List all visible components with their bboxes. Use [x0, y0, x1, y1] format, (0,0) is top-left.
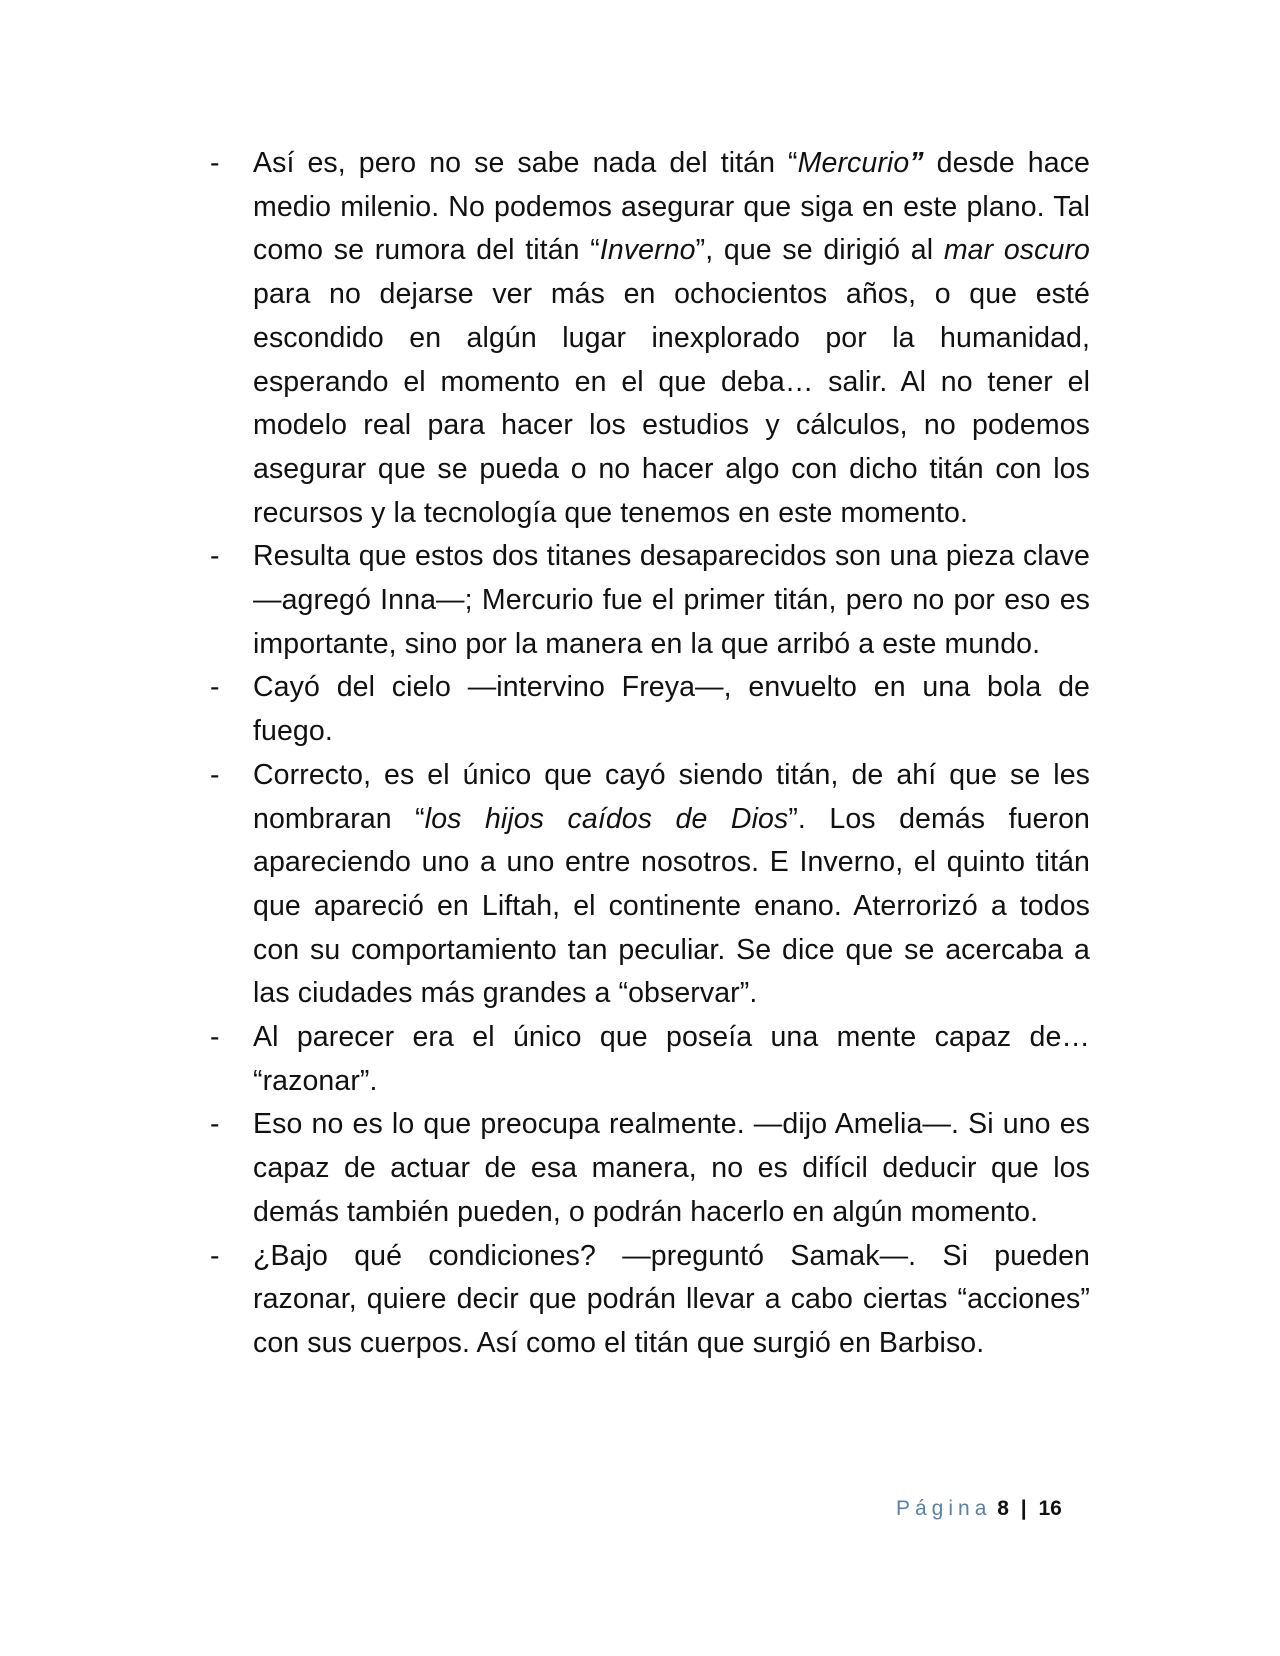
text-segment: Inverno	[599, 234, 696, 267]
dialogue-dash: -	[210, 540, 220, 573]
dialogue-text	[253, 535, 1090, 666]
dialogue-entry	[210, 1235, 1090, 1366]
dialogue-list	[210, 142, 1090, 1366]
dialogue-text	[253, 1103, 1090, 1234]
text-segment: desde hace medio milenio. No podemos asegurar que siga en este plano. Tal como se rumora del titán “	[253, 147, 1091, 267]
dialogue-entry	[210, 1016, 1090, 1103]
dialogue-dash: -	[210, 1239, 220, 1272]
page-label: Página	[896, 1497, 992, 1520]
dialogue-entry	[210, 535, 1090, 666]
text-segment: Resulta que estos dos titanes desaparecidos son una pieza clave —agregó Inna—; Mercurio fue el primer titán, pero no por eso es importante, sino por la manera en la que arribó a este mundo.	[253, 540, 1090, 660]
dialogue-entry	[210, 666, 1090, 753]
text-segment: Cayó del cielo —intervino Freya—, envuelto en una bola de fuego.	[253, 671, 1090, 748]
dialogue-text	[253, 1016, 1090, 1103]
text-segment-wrapper	[909, 147, 923, 179]
text-segment: Mercurio	[797, 147, 910, 179]
page-separator: |	[1020, 1497, 1027, 1520]
dialogue-entry	[210, 142, 1090, 535]
dialogue-dash: -	[210, 1108, 220, 1141]
dialogue-dash: -	[210, 671, 220, 704]
page-number: 8	[997, 1497, 1009, 1520]
text-segment: Al parecer era el único que poseía una mente capaz de… “razonar”.	[253, 1021, 1090, 1097]
dialogue-entry	[210, 754, 1090, 1016]
dialogue-text	[253, 666, 1090, 753]
page-footer	[896, 1495, 1062, 1523]
dialogue-entry	[210, 1103, 1090, 1234]
text-segment: ”	[909, 147, 924, 179]
dialogue-text	[253, 1235, 1090, 1366]
text-segment: para no dejarse ver más en ochocientos años, o que esté escondido en algún lugar inexplorado por la humanidad, esperando el momento en el que deba… salir. Al no tener el modelo real para hacer los estudios y cálculos, no podemos asegurar que se pueda o no hacer algo con dicho titán con los recursos y la tecnología que tenemos en este momento.	[253, 278, 1090, 529]
text-segment: mar oscuro	[943, 234, 1090, 267]
dialogue-text	[253, 142, 1090, 535]
text-segment: Así es, pero no se sabe nada del titán “	[253, 147, 798, 179]
text-segment: los hijos caídos de Dios	[424, 802, 789, 835]
text-segment: Correcto, es el único que cayó siendo titán, de ahí que se les nombraran “	[253, 758, 1090, 835]
dialogue-dash: -	[210, 758, 220, 791]
text-segment: ¿Bajo qué condiciones? —preguntó Samak—. Si pueden razonar, quiere decir que podrán llevar a cabo ciertas “acciones” con sus cuerpos. Así como el titán que surgió en Barbiso.	[253, 1239, 1090, 1359]
text-segment: ”. Los demás fueron apareciendo uno a uno entre nosotros. E Inverno, el quinto titán que apareció en Liftah, el continente enano. Aterrorizó a todos con su comportamiento tan peculiar. Se dice que se acercaba a las ciudades más grandes a “observar”.	[253, 802, 1090, 1010]
dialogue-text	[253, 754, 1090, 1016]
dialogue-dash: -	[210, 1021, 220, 1054]
dialogue-dash: -	[210, 147, 220, 179]
text-segment: Eso no es lo que preocupa realmente. —dijo Amelia—. Si uno es capaz de actuar de esa manera, no es difícil deducir que los demás también pueden, o podrán hacerlo en algún momento.	[253, 1108, 1090, 1228]
text-segment: ”, que se dirigió al	[695, 234, 944, 267]
page-total: 16	[1038, 1497, 1062, 1520]
